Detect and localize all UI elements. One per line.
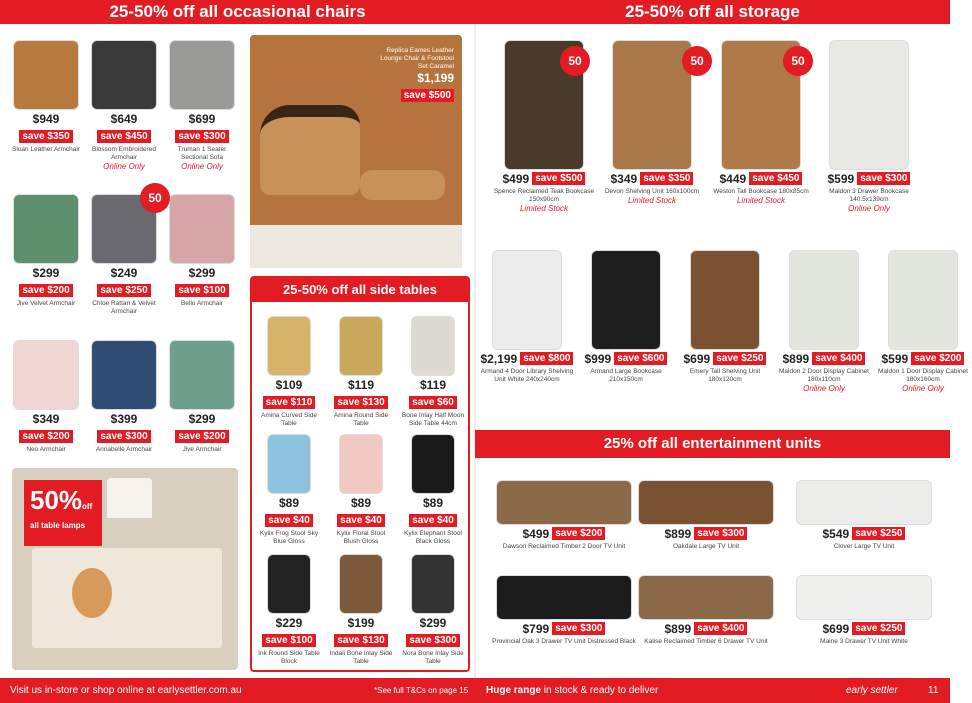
page-divider	[474, 24, 476, 678]
tv-unit-name: Maine 3 Drawer TV Unit White	[820, 638, 908, 645]
storage-price: $599	[881, 352, 909, 366]
side-table-name: Kylix Floral Stool Blush Gloss	[336, 530, 386, 545]
fifty-percent-badge: 50	[783, 46, 813, 76]
chair-name: Jive Armchair	[182, 446, 222, 453]
tv-unit-item[interactable]	[632, 575, 780, 646]
storage-save: save $400	[812, 352, 865, 365]
chair-note: Online Only	[181, 162, 223, 171]
lamps-badge	[24, 480, 102, 546]
tv-unit-name: Kalise Reclaimed Timber 6 Drawer TV Unit	[644, 638, 768, 645]
eames-info	[372, 45, 454, 103]
page-number: 11	[928, 685, 939, 696]
storage-price: $349	[610, 172, 638, 186]
footer-range	[486, 685, 658, 696]
entertainment-header: 25% off all entertainment units	[475, 430, 950, 458]
storage-note: Online Only	[803, 384, 845, 393]
side-table-image	[411, 434, 455, 494]
storage-item[interactable]	[775, 250, 873, 393]
side-table-price: $109	[275, 378, 303, 392]
storage-name: Maldon 2 Door Display Cabinet 180x110cm	[779, 368, 869, 383]
storage-note: Limited Stock	[736, 196, 786, 205]
storage-image	[591, 250, 661, 350]
storage-save: save $350	[640, 172, 693, 185]
side-table-image	[267, 316, 311, 376]
side-table-item[interactable]	[254, 316, 324, 428]
tv-unit-price: $549	[822, 527, 850, 541]
side-table-image	[339, 554, 383, 614]
side-tables-header: 25-50% off all side tables	[252, 278, 468, 302]
chair-price: $249	[110, 266, 138, 280]
tv-unit-name: Provincial Oak 3 Drawer TV Unit Distressed Black	[492, 638, 636, 645]
storage-note: Limited Stock	[627, 196, 677, 205]
lamps-text: all table lamps	[30, 521, 86, 530]
side-table-image	[411, 316, 455, 376]
chair-image	[169, 40, 235, 110]
footer-bar	[0, 678, 950, 703]
side-table-item[interactable]	[398, 554, 468, 666]
side-table-save: save $130	[334, 634, 387, 647]
side-table-price: $89	[350, 496, 372, 510]
storage-item[interactable]	[676, 250, 774, 384]
side-table-item[interactable]	[254, 554, 324, 666]
storage-note: Online Only	[848, 204, 890, 213]
eames-price: $1,199	[417, 71, 454, 85]
side-table-price: $89	[278, 496, 300, 510]
storage-price: $2,199	[480, 352, 518, 366]
tv-unit-price: $899	[664, 622, 692, 636]
chair-item[interactable]	[8, 340, 84, 454]
chair-image	[169, 340, 235, 410]
chair-save: save $200	[19, 284, 72, 297]
tv-unit-name: Clover Large TV Unit	[833, 543, 895, 550]
chair-price: $349	[32, 412, 60, 426]
chair-price: $299	[32, 266, 60, 280]
eames-save: save $500	[401, 89, 454, 102]
storage-price: $699	[683, 352, 711, 366]
chair-note: Online Only	[103, 162, 145, 171]
eames-name: Replica Eames Leather Lounge Chair & Footstool Set Caramel	[380, 47, 454, 70]
side-table-save: save $110	[263, 396, 316, 409]
storage-image	[888, 250, 958, 350]
chair-name: Jive Velvet Armchair	[16, 300, 76, 307]
storage-image	[612, 40, 692, 170]
fifty-percent-badge: 50	[682, 46, 712, 76]
storage-save: save $450	[749, 172, 802, 185]
eames-chair-shape	[260, 105, 360, 195]
tv-unit-image	[796, 480, 932, 525]
chair-name: Blossom Embroidered Armchair	[92, 146, 156, 161]
chair-item[interactable]	[8, 194, 84, 308]
tv-unit-name: Dawson Reclaimed Timber 2 Door TV Unit	[502, 543, 626, 550]
storage-note: Online Only	[902, 384, 944, 393]
chair-name: Neo Armchair	[26, 446, 66, 453]
storage-image	[492, 250, 562, 350]
storage-name: Armand Large Bookcase 210x150cm	[590, 368, 662, 383]
chair-item[interactable]	[86, 340, 162, 454]
chair-image	[13, 340, 79, 410]
tv-unit-item[interactable]	[790, 575, 938, 646]
eames-footstool-shape	[360, 170, 445, 200]
storage-save: save $300	[857, 172, 910, 185]
chair-save: save $300	[175, 130, 228, 143]
tv-unit-save: save $250	[852, 527, 905, 540]
chair-price: $699	[188, 112, 216, 126]
tv-unit-image	[496, 575, 632, 620]
side-table-image	[411, 554, 455, 614]
chair-image	[13, 40, 79, 110]
footer-visit[interactable]: Visit us in-store or shop online at earlysettler.com.au	[10, 685, 242, 696]
storage-image	[690, 250, 760, 350]
storage-save: save $800	[520, 352, 573, 365]
side-table-price: $119	[419, 378, 447, 392]
side-table-image	[267, 434, 311, 494]
side-table-item[interactable]	[326, 434, 396, 546]
side-table-name: Kylix Frog Stool Sky Blue Gloss	[259, 530, 319, 545]
chair-item[interactable]	[164, 194, 240, 308]
chair-price: $299	[188, 412, 216, 426]
side-table-item[interactable]	[398, 434, 468, 546]
storage-price: $899	[782, 352, 810, 366]
tv-unit-price: $499	[522, 527, 550, 541]
tv-unit-item[interactable]	[490, 575, 638, 646]
side-table-save: save $300	[406, 634, 459, 647]
side-table-save: save $100	[262, 634, 315, 647]
chair-price: $649	[110, 112, 138, 126]
chair-name: Sloan Leather Armchair	[12, 146, 80, 153]
storage-save: save $500	[532, 172, 585, 185]
side-table-image	[339, 434, 383, 494]
side-table-name: Nora Bone Inlay Side Table	[402, 650, 464, 665]
side-table-price: $119	[347, 378, 375, 392]
tv-unit-item[interactable]	[490, 480, 638, 551]
chair-save: save $200	[19, 430, 72, 443]
chair-item[interactable]	[164, 340, 240, 454]
storage-note: Limited Stock	[519, 204, 569, 213]
tv-unit-save: save $200	[552, 527, 605, 540]
chair-name: Truman 1 Seater Sectional Sofa	[177, 146, 227, 161]
side-table-save: save $40	[337, 514, 385, 527]
storage-item[interactable]	[577, 250, 675, 384]
fifty-percent-badge: 50	[140, 183, 170, 213]
storage-item[interactable]	[874, 250, 972, 393]
storage-name: Armand 4 Door Library Shelving Unit White 240x240cm	[480, 368, 574, 383]
tv-unit-item[interactable]	[790, 480, 938, 551]
side-table-price: $89	[422, 496, 444, 510]
sideboard-shape	[32, 548, 222, 648]
storage-image	[789, 250, 859, 350]
side-table-price: $199	[347, 616, 375, 630]
tv-unit-price: $899	[664, 527, 692, 541]
tv-unit-image	[796, 575, 932, 620]
lamp-base-shape	[72, 568, 112, 618]
storage-price: $449	[719, 172, 747, 186]
storage-price: $999	[584, 352, 612, 366]
side-table-name: Bone Inlay Half Moon Side Table 44cm	[401, 412, 465, 427]
side-table-name: Amina Curved Side Table	[261, 412, 317, 427]
side-table-item[interactable]	[398, 316, 468, 428]
chair-save: save $200	[175, 430, 228, 443]
storage-save: save $250	[713, 352, 766, 365]
storage-name: Emery Tall Shelving Unit 180x120cm	[689, 368, 761, 383]
chair-item[interactable]	[8, 40, 84, 154]
tv-unit-save: save $400	[694, 622, 747, 635]
fifty-percent-badge: 50	[560, 46, 590, 76]
tv-unit-save: save $300	[552, 622, 605, 635]
storage-item[interactable]	[815, 40, 923, 213]
storage-name: Weston Tall Bookcase 180x85cm	[713, 188, 809, 195]
tv-unit-image	[638, 575, 774, 620]
side-table-name: Amina Round Side Table	[333, 412, 389, 427]
tv-unit-price: $699	[822, 622, 850, 636]
chair-name: Annabelle Armchair	[95, 446, 153, 453]
lamps-percent: 50%	[30, 485, 83, 515]
side-table-name: Ink Round Side Table Block	[258, 650, 320, 665]
side-table-image	[267, 554, 311, 614]
chair-item[interactable]	[86, 40, 162, 171]
side-table-name: Indali Bone Inlay Side Table	[329, 650, 393, 665]
side-table-save: save $130	[334, 396, 387, 409]
side-table-item[interactable]	[254, 434, 324, 546]
storage-name: Maldon 1 Door Display Cabinet 180x160cm	[878, 368, 968, 383]
side-table-item[interactable]	[326, 316, 396, 428]
storage-price: $499	[502, 172, 530, 186]
eames-panel[interactable]	[250, 35, 462, 268]
storage-name: Devon Shelving Unit 160x100cm	[604, 188, 700, 195]
chair-name: Chloe Rattan & Velvet Armchair	[92, 300, 156, 315]
side-table-image	[339, 316, 383, 376]
storage-save: save $600	[614, 352, 667, 365]
footer-range-bold: Huge range	[486, 685, 542, 696]
chair-price: $949	[32, 112, 60, 126]
brand-logo: early settler	[846, 685, 898, 696]
lamp-shade-shape	[107, 478, 152, 518]
chair-save: save $350	[19, 130, 72, 143]
footer-range-rest: in stock & ready to deliver	[541, 685, 659, 696]
chair-save: save $300	[97, 430, 150, 443]
tv-unit-name: Oakdale Large TV Unit	[673, 543, 739, 550]
tv-unit-save: save $300	[694, 527, 747, 540]
lamps-panel[interactable]	[12, 468, 238, 670]
side-table-price: $229	[275, 616, 303, 630]
side-table-name: Kylix Elephant Stool Black Gloss	[404, 530, 462, 545]
chair-image	[169, 194, 235, 264]
tv-unit-save: save $250	[852, 622, 905, 635]
side-table-save: save $40	[409, 514, 457, 527]
chair-image	[91, 340, 157, 410]
chairs-header: 25-50% off all occasional chairs	[0, 0, 475, 24]
chair-image	[91, 40, 157, 110]
chair-name: Bello Armchair	[181, 300, 223, 307]
tv-unit-item[interactable]	[632, 480, 780, 551]
rug-shape	[250, 225, 462, 268]
tv-unit-price: $799	[522, 622, 550, 636]
storage-save: save $200	[911, 352, 964, 365]
storage-header: 25-50% off all storage	[475, 0, 950, 24]
side-table-price: $299	[419, 616, 447, 630]
chair-save: save $250	[97, 284, 150, 297]
chair-price: $399	[110, 412, 138, 426]
footer-terms[interactable]: *See full T&Cs on page 15	[374, 686, 469, 695]
storage-price: $599	[827, 172, 855, 186]
chair-image	[13, 194, 79, 264]
chair-item[interactable]	[164, 40, 240, 171]
chair-save: save $100	[175, 284, 228, 297]
storage-name: Spence Reclaimed Teak Bookcase 150x90cm	[493, 188, 595, 203]
storage-item[interactable]	[478, 250, 576, 384]
lamps-off: off	[82, 502, 93, 511]
side-table-item[interactable]	[326, 554, 396, 666]
storage-name: Maldon 3 Drawer Bookcase 140.5x139cm	[829, 188, 909, 203]
side-table-save: save $40	[265, 514, 313, 527]
tv-unit-image	[496, 480, 632, 525]
chair-save: save $450	[97, 130, 150, 143]
side-table-save: save $60	[409, 396, 457, 409]
tv-unit-image	[638, 480, 774, 525]
chair-price: $299	[188, 266, 216, 280]
storage-image	[829, 40, 909, 170]
